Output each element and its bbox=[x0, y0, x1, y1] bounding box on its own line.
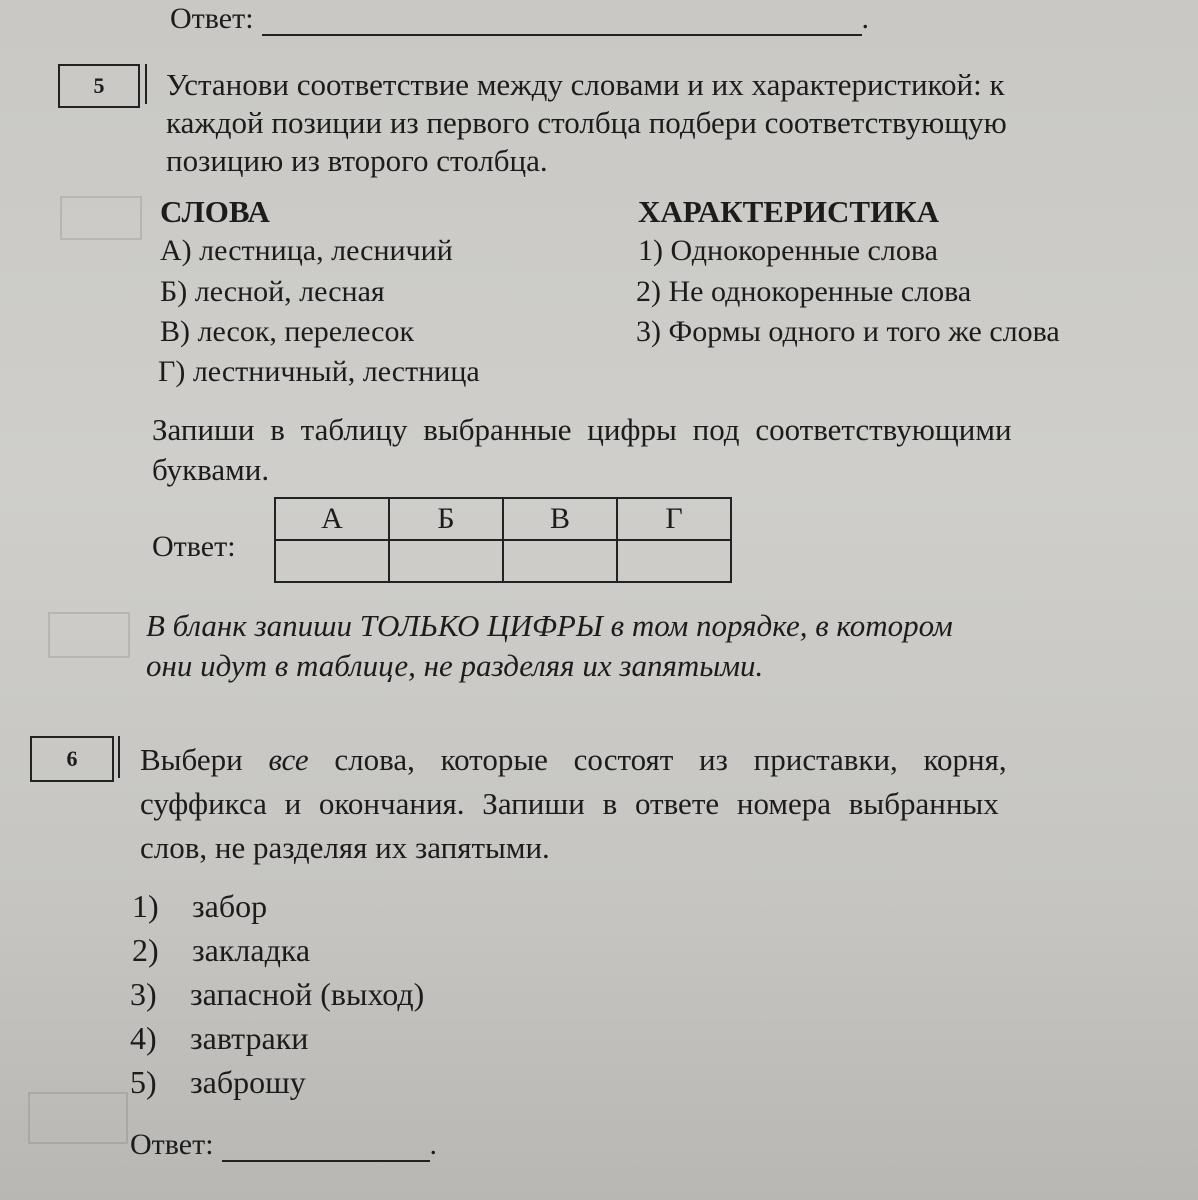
option-word: заброшу bbox=[190, 1064, 306, 1100]
answer-table-input-row bbox=[275, 540, 731, 582]
answer-table-header-b: Б bbox=[389, 498, 503, 540]
option-item bbox=[130, 1020, 308, 1057]
task-6-prompt bbox=[140, 738, 1007, 870]
word-item-v: В) лесок, перелесок bbox=[160, 315, 415, 348]
option-item bbox=[130, 1064, 306, 1101]
task-6-number-divider bbox=[118, 736, 120, 778]
option-item bbox=[130, 976, 424, 1013]
words-column-header: СЛОВА bbox=[160, 194, 270, 229]
ghost-box-10 bbox=[48, 612, 130, 658]
characteristic-item-1: 1) Однокоренные слова bbox=[638, 234, 938, 267]
characteristic-item-2: 2) Не однокоренные слова bbox=[636, 275, 972, 308]
task-6-prompt-line bbox=[140, 738, 1007, 782]
task-6-answer-label: Ответ: bbox=[130, 1128, 214, 1161]
task-6-prompt-end: слова, которые состоят из приставки, корня, bbox=[334, 742, 1007, 777]
option-number: 3) bbox=[130, 976, 157, 1012]
option-number: 5) bbox=[130, 1064, 157, 1100]
task-6-prompt-line: слов, не разделяя их запятыми. bbox=[140, 830, 550, 865]
characteristic-item-3: 3) Формы одного и того же слова bbox=[636, 315, 1060, 348]
option-word: закладка bbox=[192, 932, 311, 968]
option-item bbox=[132, 932, 310, 969]
answer-table-header-v: В bbox=[503, 498, 617, 540]
task-6-answer-line[interactable] bbox=[222, 1134, 430, 1162]
task-6-prompt-start: Выбери bbox=[140, 742, 243, 777]
task-6-prompt-emphasis: все bbox=[268, 742, 309, 777]
answer-cell-b[interactable] bbox=[389, 540, 503, 582]
task-5-number-divider bbox=[145, 64, 147, 104]
task-5-instruction-line: буквами. bbox=[152, 452, 270, 487]
task-5-instruction bbox=[152, 410, 1012, 490]
task-6-number: 6 bbox=[66, 746, 78, 771]
answer-cell-g[interactable] bbox=[617, 540, 731, 582]
task-5-prompt-line: Установи соответствие между словами и их характеристикой: к bbox=[166, 67, 1005, 102]
word-item-g: Г) лестничный, лестница bbox=[158, 355, 480, 388]
task-5-note-line: В бланк запиши ТОЛЬКО ЦИФРЫ в том порядке, в котором bbox=[146, 608, 953, 643]
ghost-box-8 bbox=[28, 1092, 128, 1144]
word-item-b: Б) лесной, лесная bbox=[160, 275, 385, 308]
previous-answer-line[interactable] bbox=[262, 8, 862, 36]
task-6-number-box bbox=[30, 736, 114, 782]
previous-answer-row: Ответ: . bbox=[170, 2, 870, 35]
option-word: забор bbox=[192, 888, 268, 924]
ghost-box-11 bbox=[60, 196, 142, 240]
previous-answer-label: Ответ: bbox=[170, 2, 254, 35]
task-5-note-line: они идут в таблице, не разделяя их запятыми. bbox=[146, 648, 764, 683]
characteristics-column-header: ХАРАКТЕРИСТИКА bbox=[638, 194, 940, 229]
task-5-prompt-line: позицию из второго столбца. bbox=[166, 143, 548, 178]
task-6-prompt-line: суффикса и окончания. Запиши в ответе номера выбранных bbox=[140, 786, 999, 821]
answer-table-header-g: Г bbox=[617, 498, 731, 540]
option-item bbox=[132, 888, 267, 925]
task-5-note bbox=[146, 606, 953, 686]
task-5-number-box bbox=[58, 64, 140, 108]
option-word: завтраки bbox=[190, 1020, 309, 1056]
answer-table-header-row bbox=[275, 498, 731, 540]
task-6-answer-row: Ответ: . bbox=[130, 1128, 438, 1161]
answer-cell-a[interactable] bbox=[275, 540, 389, 582]
word-item-a: А) лестница, лесничий bbox=[160, 234, 453, 267]
answer-table-header-a: А bbox=[275, 498, 389, 540]
task-5-answer-table bbox=[274, 497, 732, 583]
option-word: запасной (выход) bbox=[190, 976, 425, 1012]
answer-cell-v[interactable] bbox=[503, 540, 617, 582]
task-5-prompt-line: каждой позиции из первого столбца подбери соответствующую bbox=[166, 105, 1007, 140]
task-5-number: 5 bbox=[93, 73, 105, 98]
option-number: 2) bbox=[132, 932, 159, 968]
option-number: 1) bbox=[132, 888, 159, 924]
task-5-answer-label: Ответ: bbox=[152, 530, 236, 563]
task-5-prompt bbox=[166, 66, 1007, 180]
option-number: 4) bbox=[130, 1020, 157, 1056]
task-5-instruction-line: Запиши в таблицу выбранные цифры под соответствующими bbox=[152, 412, 1012, 447]
